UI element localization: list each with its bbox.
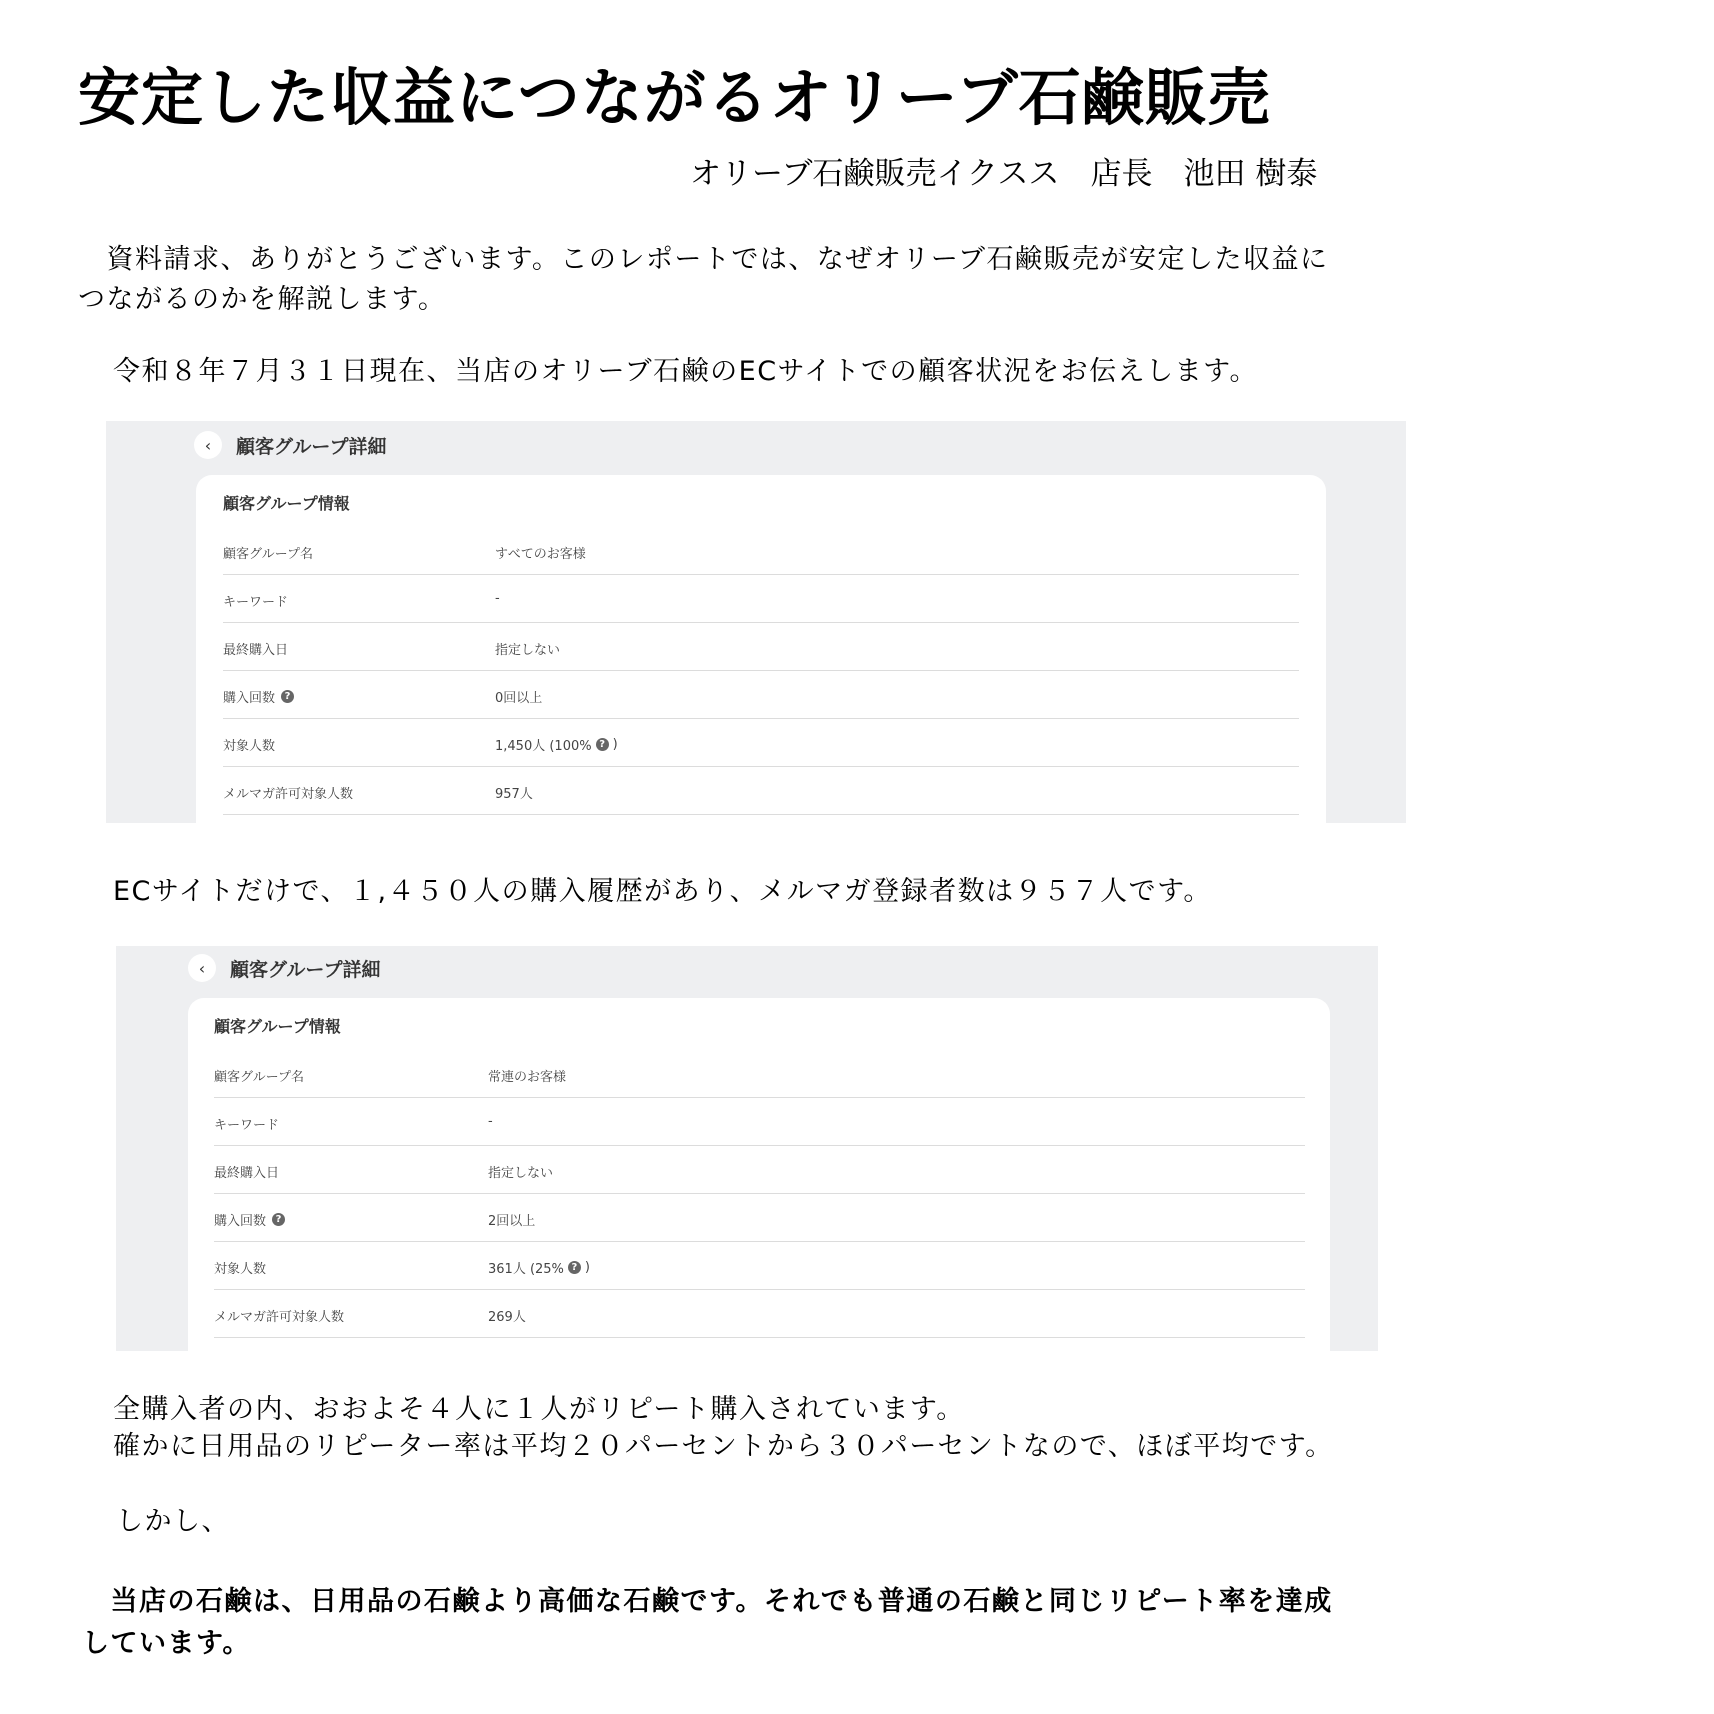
intro-line-1: 資料請求、ありがとうございます。このレポートでは、なぜオリーブ石鹸販売が安定した収益に (78, 244, 1329, 275)
author-line: オリーブ石鹸販売イクスス 店長 池田 樹泰 (690, 156, 1318, 192)
row-label: 購入回数 (214, 1214, 267, 1229)
ec-line: ECサイトだけで、１,４５０人の購入履歴があり、メルマガ登録者数は９５７人です。 (113, 876, 1212, 907)
table-row (214, 1194, 1305, 1242)
row-value-suffix: ) (584, 1260, 590, 1275)
row-value: 0回以上 (495, 691, 543, 706)
table-row (223, 671, 1299, 719)
row-value: すべてのお客様 (495, 547, 586, 562)
row-value: 1,450人 (100% (495, 739, 592, 754)
table-row (223, 575, 1299, 623)
row-value: - (488, 1114, 493, 1129)
row-label: メルマガ許可対象人数 (223, 787, 354, 802)
info-table (214, 1050, 1305, 1338)
row-label-with-help (223, 687, 294, 706)
customer-group-screenshot-repeat (116, 946, 1378, 1351)
row-value: 957人 (495, 787, 533, 802)
back-chevron-icon[interactable]: ‹ (188, 954, 216, 982)
row-label: キーワード (223, 595, 289, 610)
back-title: 顧客グループ詳細 (236, 435, 387, 458)
row-label: 最終購入日 (223, 643, 289, 658)
row-label: キーワード (214, 1118, 280, 1133)
table-row (214, 1290, 1305, 1338)
card-title: 顧客グループ情報 (214, 1017, 341, 1036)
table-row (223, 767, 1299, 815)
row-value: 常連のお客様 (488, 1070, 567, 1085)
back-header (188, 954, 380, 982)
row-label: 最終購入日 (214, 1166, 280, 1181)
row-label: メルマガ許可対象人数 (214, 1310, 345, 1325)
table-row (223, 719, 1299, 767)
row-value: 指定しない (495, 643, 561, 658)
table-row (214, 1098, 1305, 1146)
row-value: 2回以上 (488, 1214, 536, 1229)
row-value-with-help (488, 1258, 590, 1277)
repeat-line-2: 確かに日用品のリピーター率は平均２０パーセントから３０パーセントなので、ほぼ平均です。 (113, 1431, 1334, 1462)
row-value: 269人 (488, 1310, 526, 1325)
help-icon[interactable]: ? (596, 738, 609, 751)
row-label-with-help (214, 1210, 285, 1229)
row-value: - (495, 591, 500, 606)
help-icon[interactable]: ? (272, 1213, 285, 1226)
row-value: 361人 (25% (488, 1262, 564, 1277)
customer-group-card (188, 998, 1330, 1351)
conclusion-line-2: しています。 (82, 1628, 251, 1659)
row-value: 指定しない (488, 1166, 554, 1181)
table-row (214, 1242, 1305, 1290)
row-label: 購入回数 (223, 691, 276, 706)
table-row (214, 1050, 1305, 1098)
row-label: 顧客グループ名 (223, 547, 313, 562)
status-line: 令和８年７月３１日現在、当店のオリーブ石鹸のECサイトでの顧客状況をお伝えします。 (113, 356, 1259, 387)
back-title: 顧客グループ詳細 (230, 958, 381, 981)
row-label: 顧客グループ名 (214, 1070, 304, 1085)
row-label: 対象人数 (214, 1262, 267, 1277)
table-row (223, 623, 1299, 671)
customer-group-card (196, 475, 1326, 823)
info-table (223, 527, 1299, 815)
however-line: しかし、 (116, 1506, 230, 1537)
document-title: 安定した収益につながるオリーブ石鹸販売 (78, 61, 1271, 134)
row-value-suffix: ) (612, 737, 618, 752)
table-row (214, 1146, 1305, 1194)
repeat-line-1: 全購入者の内、おおよそ４人に１人がリピート購入されています。 (113, 1394, 965, 1425)
row-value-with-help (495, 735, 618, 754)
table-row (223, 527, 1299, 575)
row-label: 対象人数 (223, 739, 276, 754)
back-header (194, 431, 386, 459)
help-icon[interactable]: ? (568, 1261, 581, 1274)
back-chevron-icon[interactable]: ‹ (194, 431, 222, 459)
conclusion-line-1: 当店の石鹸は、日用品の石鹸より高価な石鹸です。それでも普通の石鹸と同じリピート率を達成 (82, 1586, 1333, 1617)
help-icon[interactable]: ? (281, 690, 294, 703)
card-title: 顧客グループ情報 (223, 494, 350, 513)
intro-line-2: つながるのかを解説します。 (78, 284, 447, 315)
customer-group-screenshot-all (106, 421, 1406, 823)
